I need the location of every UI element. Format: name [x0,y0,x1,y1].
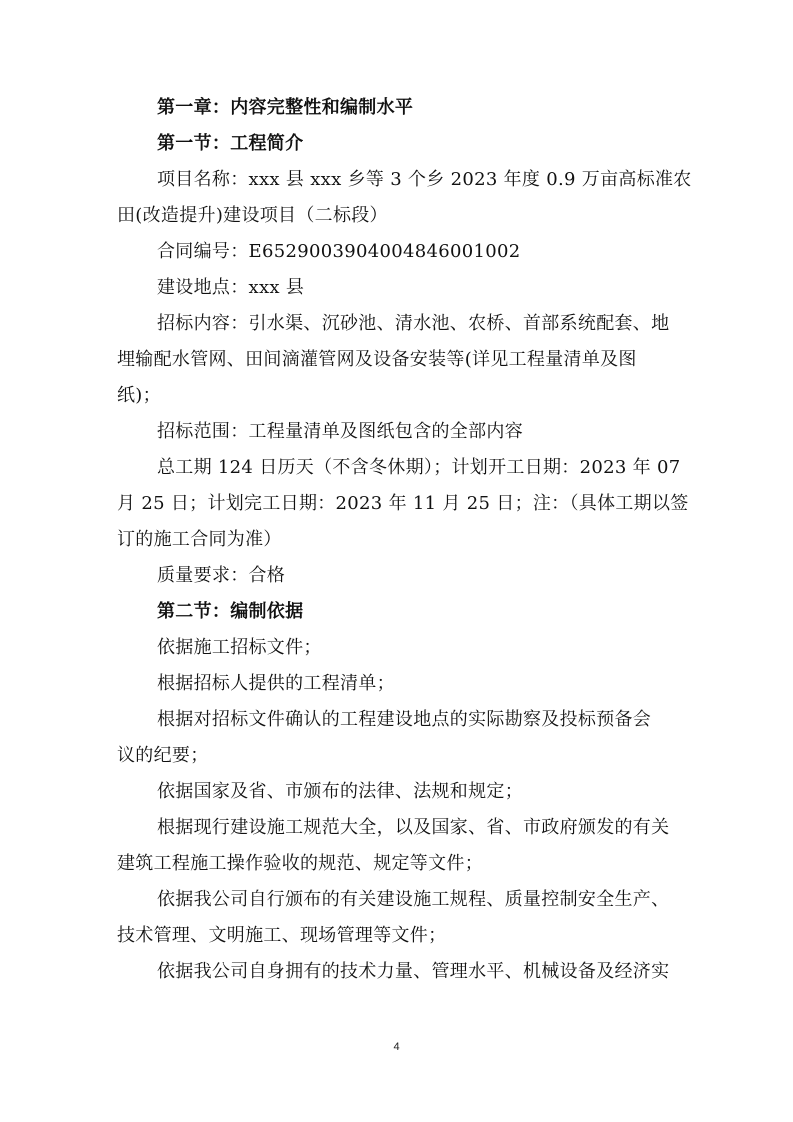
schedule-line-1: 总工期 124 日历天（不含冬休期）；计划开工日期：2023 年 07 [157,457,681,478]
basis-item-5-line-2: 建筑工程施工操作验收的规范、规定等文件； [117,853,483,874]
page-number: 4 [393,1041,400,1053]
bid-content-line-2: 埋输配水管网、田间滴灌管网及设备安装等(详见工程量清单及图 [117,349,637,370]
quality-requirement: 质量要求：合格 [157,565,286,586]
project-name-line-1: 项目名称：xxx 县 xxx 乡等 3 个乡 2023 年度 0.9 万亩高标准农 [157,169,692,190]
basis-item-6-line-2: 技术管理、文明施工、现场管理等文件； [117,925,447,946]
document-body [117,90,692,990]
basis-item-7-line-1: 依据我公司自身拥有的技术力量、管理水平、机械设备及经济实 [157,961,670,982]
basis-item-4: 依据国家及省、市颁布的法律、法规和规定； [157,781,523,802]
construction-location: 建设地点：xxx 县 [157,277,305,298]
basis-item-5-line-1: 根据现行建设施工规范大全，以及国家、省、市政府颁发的有关 [157,817,670,838]
section-title-basis: 第二节：编制依据 [157,601,304,622]
bid-scope: 招标范围：工程量清单及图纸包含的全部内容 [157,421,523,442]
basis-item-1: 依据施工招标文件； [157,637,322,658]
basis-item-3-line-1: 根据对招标文件确认的工程建设地点的实际勘察及投标预备会 [157,709,652,730]
basis-item-6-line-1: 依据我公司自行颁布的有关建设施工规程、质量控制安全生产、 [157,889,670,910]
contract-number: 合同编号：E6529003904004846001002 [157,241,521,262]
chapter-title: 第一章：内容完整性和编制水平 [157,97,414,118]
section-title-project-overview: 第一节：工程简介 [157,133,304,154]
schedule-line-2: 月 25 日；计划完工日期：2023 年 11 月 25 日；注：（具体工期以签 [117,493,689,514]
basis-item-3-line-2: 议的纪要； [117,745,209,766]
basis-item-2: 根据招标人提供的工程清单； [157,673,395,694]
bid-content-line-3: 纸)； [117,385,161,406]
schedule-line-3: 订的施工合同为准） [117,529,282,550]
project-name-line-2: 田(改造提升)建设项目（二标段） [117,205,388,226]
bid-content-line-1: 招标内容：引水渠、沉砂池、清水池、农桥、首部系统配套、地 [157,313,670,334]
